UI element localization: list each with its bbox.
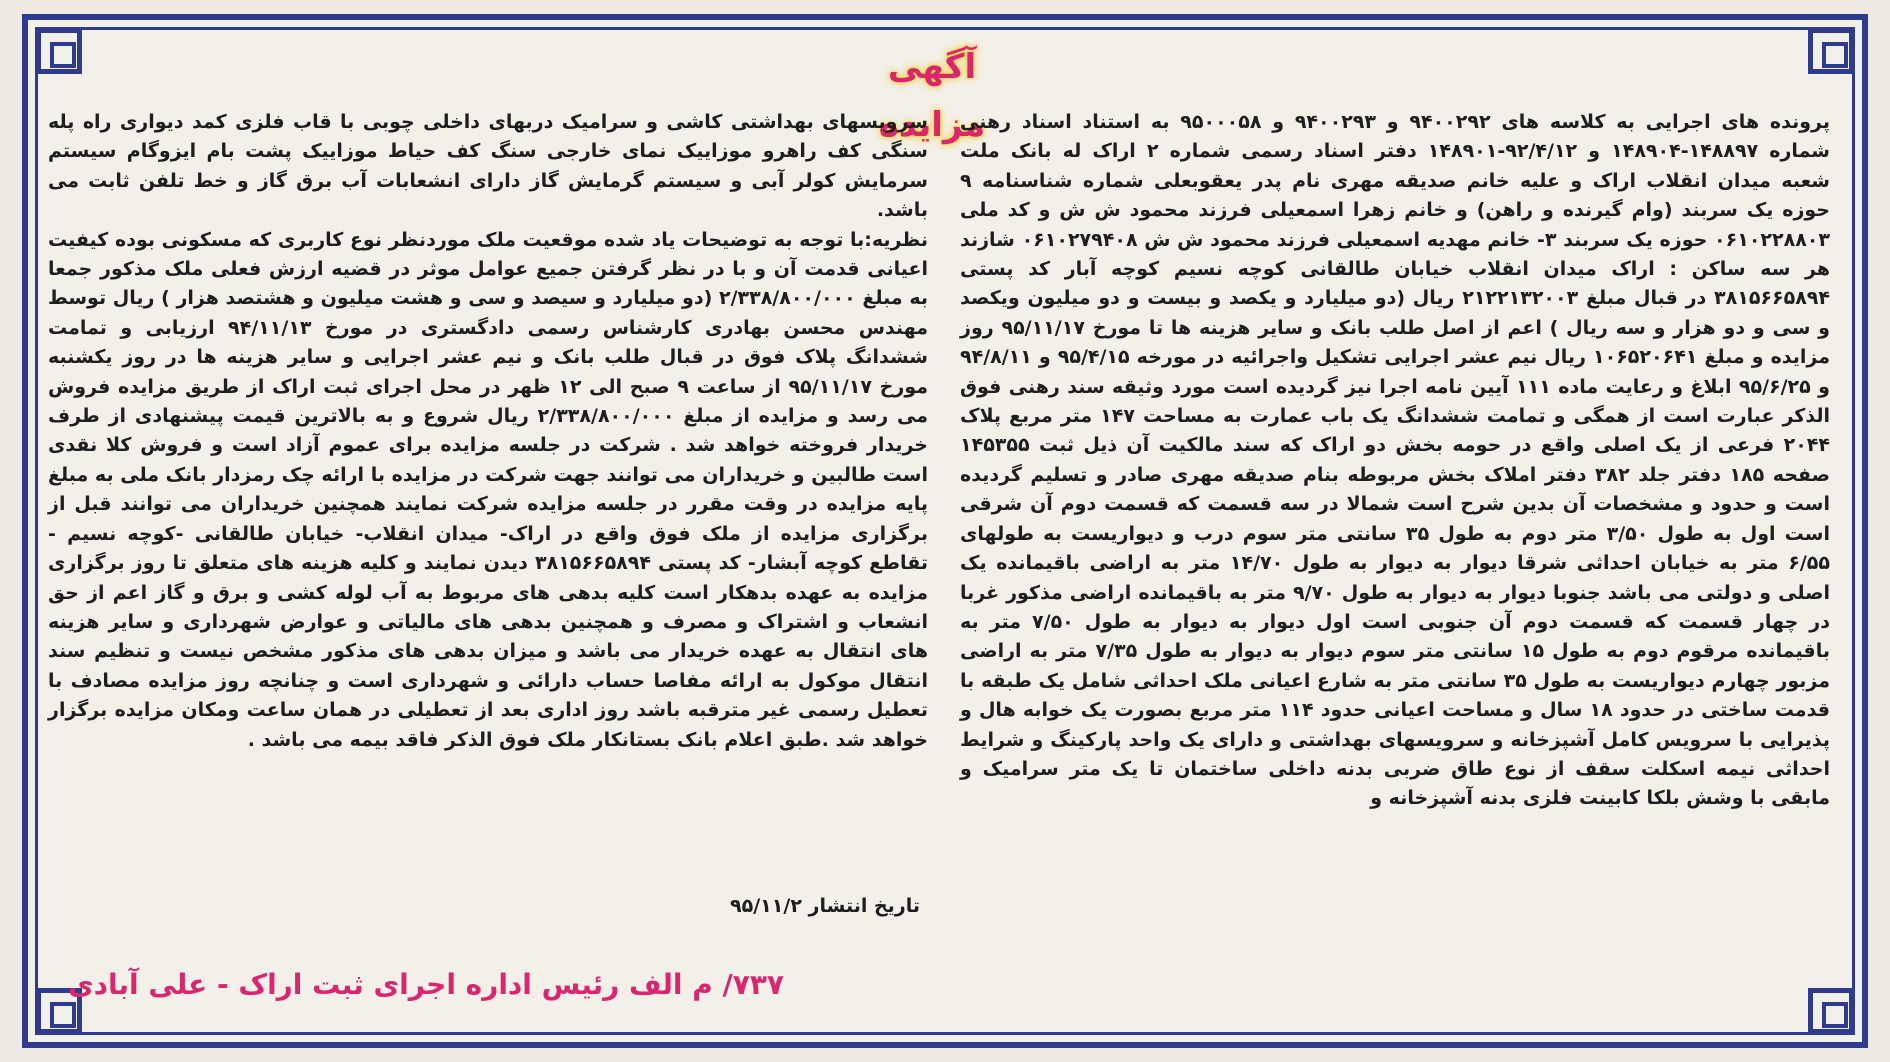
publication-date: تاریخ انتشار ۹۵/۱۱/۲ [730,895,920,917]
right-text-column: پرونده های اجرایی به کلاسه های ۹۴۰۰۲۹۲ و ۹۴۰۰۲۹۳ و ۹۵۰۰۰۵۸ به استناد اسناد رهنی شماره ۱۴۸۸۹۷-۱۴۸۹۰۴ و ۹۲/۴/۱۲-۱۴۸۹۰۱ دفتر اسناد رسمی شماره ۲ اراک له بانک ملت شعبه میدان انقلاب اراک و علیه خانم صدیقه مهری نام پدر یعقوبعلی شماره شناسنامه ۹ حوزه یک سربند (وام گیرنده و راهن) و خانم زهرا اسمعیلی فرزند محمود ش ش و کد ملی ۰۶۱۰۲۲۸۸۰۳ حوزه یک سربند ۳- خانم مهدیه اسمعیلی فرزند محمود ش ش ۰۶۱۰۲۷۹۴۰۸ شازند هر سه ساکن : اراک میدان انقلاب خیابان طالقانی کوچه نسیم کوچه آبار کد پستی ۳۸۱۵۶۶۵۸۹۴ در قبال مبلغ ۲۱۲۲۱۳۲۰۰۳ ریال (دو میلیارد و یکصد و بیست و دو میلیون ویکصد و سی و دو هزار و سه ریال ) اعم از اصل طلب بانک و سایر هزینه ها تا مورخ ۹۵/۱۱/۱۷ روز مزایده و مبلغ ۱۰۶۵۲۰۶۴۱ ریال نیم عشر اجرایی تشکیل واجرائیه در مورخه ۹۵/۴/۱۵ و ۹۴/۸/۱۱ و ۹۵/۶/۲۵ ابلاغ و رعایت ماده ۱۱۱ آیین نامه اجرا نیز گردیده است مورد وثیقه سند رهنی فوق الذکر عبارت است از همگی و تمامت ششدانگ یک باب عمارت به مساحت ۱۴۷ متر مربع پلاک ۲۰۴۴ فرعی از یک اصلی واقع در حومه بخش دو اراک که سند مالکیت آن ذیل ثبت ۱۴۵۳۵۵ صفحه ۱۸۵ دفتر جلد ۳۸۲ دفتر املاک بخش مربوطه بنام صدیقه مهری صادر و تسلیم گردیده است و حدود و مشخصات آن بدین شرح است شمالا در سه قسمت که قسمت دوم آن شرقی است اول به طول ۳/۵۰ متر دوم به طول ۳۵ سانتی متر سوم درب و دیواریست به طولهای ۶/۵۵ متر به خیابان احداثی شرقا دیوار به دیوار به طول ۱۴/۷۰ متر به اراضی باقیمانده یک اصلی و دولتی می باشد جنوبا دیوار به دیوار به طول ۹/۷۰ متر به باقیمانده اراضی مذکور غربا در چهار قسمت که قسمت دوم آن جنوبی است اول دیوار به دیوار به طول ۷/۵۰ متر به باقیمانده مرقوم دوم به طول ۱۵ سانتی متر سوم دیوار به دیوار به طول ۷/۳۵ متر به اراضی مزبور چهارم دیواریست به طول ۳۵ سانتی متر به شارع اعیانی ملک احداثی شامل یک طبقه با قدمت ساختی در حدود ۱۸ سال و مساحت اعیانی حدود ۱۱۴ متر مربع بصورت یک خوابه هال و پذیرایی با سرویس کامل آشپزخانه و سرویسهای بهداشتی و دارای یک واحد پارکینگ و شرایط احداثی نیمه اسکلت سقف از نوع طاق ضربی بدنه داخلی ساختمان تا یک متر سرامیک و مابقی با وشش بلکا کابینت فلزی بدنه آشپزخانه و [960,111,1830,810]
frame-corner-ornament [36,28,82,74]
notice-title: آگهی مزایده [878,47,986,145]
signature-line: ۷۳۷/ م الف رئیس اداره اجرای ثبت اراک - علی آبادی [68,968,785,1001]
left-text-column: سرویسهای بهداشتی کاشی و سرامیک دربهای داخلی چوبی با قاب فلزی کمد دیواری راه پله سنگی کف راهرو موزاییک نمای خارجی سنگ کف حیاط موزاییک پشت بام ایزوگام سیستم سرمایش کولر آبی و سیستم گرمایش گاز دارای انشعابات آب برق گاز و خط تلفن ثابت می باشد. نظریه:با توجه به توضیحات یاد شده موقعیت ملک موردنظر نوع کاربری که مسکونی بوده کیفیت اعیانی قدمت آن و با در نظر گرفتن جمیع عوامل موثر در قضیه ارزش فعلی ملک مذکور جمعا به مبلغ ۲/۳۳۸/۸۰۰/۰۰۰ (دو میلیارد و سیصد و سی و هشت میلیون و هشتصد هزار ) ریال توسط مهندس محسن بهادری کارشناس رسمی دادگستری در مورخ ۹۴/۱۱/۱۳ ارزیابی و تمامت ششدانگ پلاک فوق در قبال طلب بانک و نیم عشر اجرایی و سایر هزینه ها در روز یکشنبه مورخ ۹۵/۱۱/۱۷ از ساعت ۹ صبح الی ۱۲ ظهر در محل اجرای ثبت اراک از طریق مزایده فروش می رسد و مزایده از مبلغ ۲/۳۳۸/۸۰۰/۰۰۰ ریال شروع و به بالاترین قیمت پیشنهادی از طرف خریدار فروخته خواهد شد . شرکت در جلسه مزایده برای عموم آزاد است و فروش کلا نقدی است طالبین و خریداران می توانند جهت شرکت در مزایده با ارائه چک رمزدار بانک ملی به مبلغ پایه مزایده در وقت مقرر در جلسه مزایده شرکت نمایند همچنین خریداران می توانند قبل از برگزاری مزایده از ملک فوق واقع در اراک- میدان انقلاب- خیابان طالقانی -کوچه نسیم - تقاطع کوچه آبشار- کد پستی ۳۸۱۵۶۶۵۸۹۴ دیدن نمایند و کلیه هزینه های متعلق تا روز برگزاری مزایده به عهده بدهکار است کلیه بدهی های مربوط به آب لوله کشی و برق و گاز اعم از حق انشعاب و اشتراک و مصرف و همچنین بدهی های مالیاتی و عوارض شهرداری و سایر هزینه های انتقال به عهده خریدار می باشد و میزان بدهی های مذکور مشخص نیست و تنظیم سند انتقال موکول به ارائه مفاصا حساب دارائی و شهرداری است و چنانچه روز مزایده مصادف با تعطیل رسمی غیر مترقبه باشد روز اداری بعد از تعطیلی در همان ساعت ومکان مزایده برگزار خواهد شد .طبق اعلام بانک بستانکار ملک فوق الذکر فاقد بیمه می باشد . [48,111,929,751]
frame-corner-ornament [1808,28,1854,74]
